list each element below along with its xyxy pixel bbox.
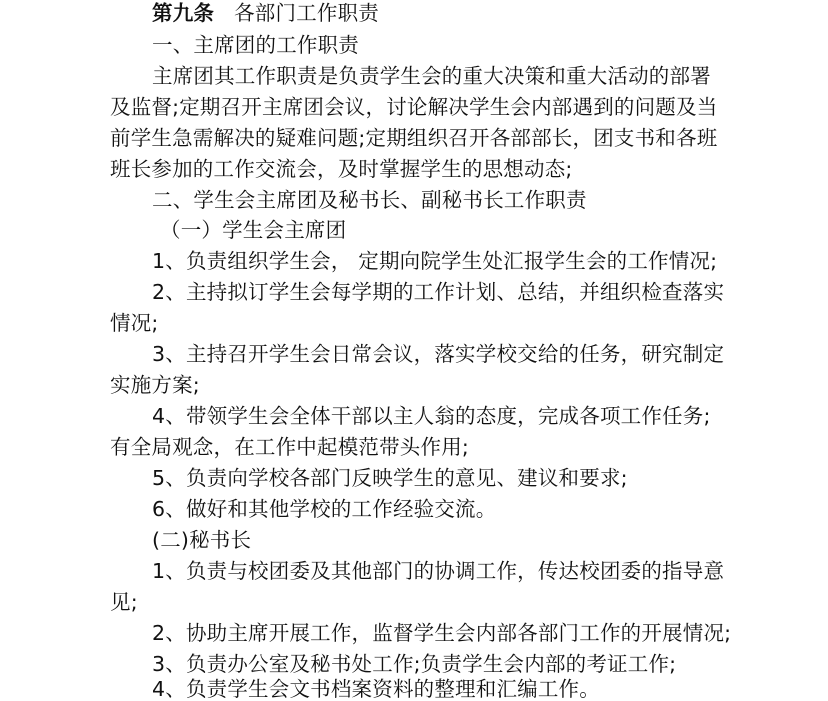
list-item-continuation: 见; xyxy=(110,590,138,614)
paragraph-line: 班长参加的工作交流会，及时掌握学生的思想动态; xyxy=(110,157,573,181)
section-heading: 二、学生会主席团及秘书长、副秘书长工作职责 xyxy=(152,188,587,212)
list-item-continuation: 情况; xyxy=(110,311,159,335)
article-title: 各部门工作职责 xyxy=(234,1,380,25)
subsection-heading: (二)秘书长 xyxy=(152,528,252,552)
list-item: 1、负责组织学生会， 定期向院学生处汇报学生会的工作情况; xyxy=(152,249,718,273)
list-item: 3、主持召开学生会日常会议，落实学校交给的任务，研究制定 xyxy=(152,342,725,366)
list-item: 5、负责向学校各部门反映学生的意见、建议和要求; xyxy=(152,466,628,490)
list-item: 4、带领学生会全体干部以主人翁的态度，完成各项工作任务; xyxy=(152,404,711,428)
paragraph-line: 主席团其工作职责是负责学生会的重大决策和重大活动的部署 xyxy=(152,64,711,88)
article-number: 第九条 xyxy=(152,1,215,25)
subsection-heading: （一）学生会主席团 xyxy=(160,218,347,242)
article-heading xyxy=(152,1,379,25)
paragraph-line: 及监督;定期召开主席团会议，讨论解决学生会内部遇到的问题及当 xyxy=(110,95,718,119)
list-item: 3、负责办公室及秘书处工作;负责学生会内部的考证工作; xyxy=(152,652,677,676)
list-item: 4、负责学生会文书档案资料的整理和汇编工作。 xyxy=(152,677,600,701)
list-item: 2、主持拟订学生会每学期的工作计划、总结，并组织检查落实 xyxy=(152,280,725,304)
list-item-continuation: 有全局观念，在工作中起模范带头作用; xyxy=(110,435,470,459)
list-item: 1、负责与校团委及其他部门的协调工作，传达校团委的指导意 xyxy=(152,559,725,583)
section-heading: 一、主席团的工作职责 xyxy=(152,33,359,57)
list-item-continuation: 实施方案; xyxy=(110,373,200,397)
list-item: 6、做好和其他学校的工作经验交流。 xyxy=(152,497,497,521)
list-item: 2、协助主席开展工作，监督学生会内部各部门工作的开展情况; xyxy=(152,621,732,645)
paragraph-line: 前学生急需解决的疑难问题;定期组织召开各部部长，团支书和各班 xyxy=(110,126,718,150)
